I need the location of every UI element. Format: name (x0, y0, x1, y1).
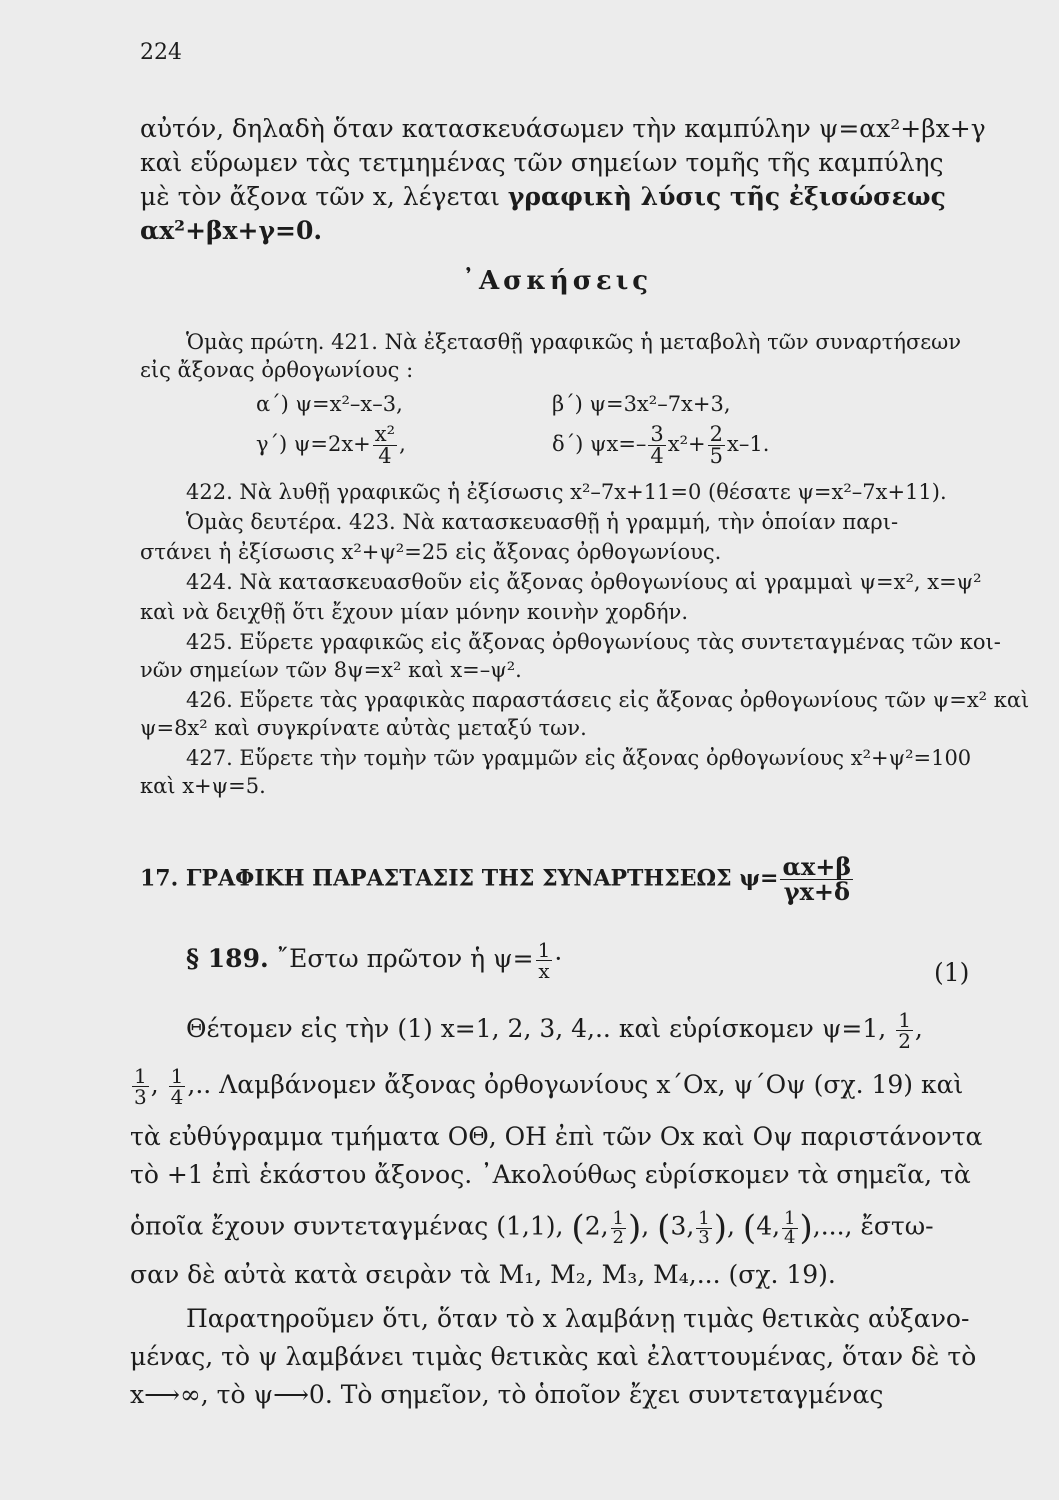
fraction-denominator: 3 (698, 1226, 710, 1248)
paragraph-189-line-6-end: ,..., ἔστω- (812, 1211, 934, 1241)
fraction-denominator: 2 (612, 1226, 624, 1248)
page-number: 224 (140, 40, 182, 65)
section-17-title: 17. ΓΡΑΦΙΚΗ ΠΑΡΑΣΤΑΣΙΣ ΤΗΣ ΣΥΝΑΡΤΗΣΕΩΣ ψ= (140, 865, 779, 892)
exercise-424-line-2: καὶ νὰ δειχθῇ ὅτι ἔχουν μίαν μόνην κοινὴν χορδήν. (140, 600, 688, 624)
exercise-421-d-mid: x²+ (667, 432, 706, 456)
exercise-421-line-2: εἰς ἄξονας ὀρθογωνίους : (140, 358, 414, 382)
exercise-424-line-1: 424. Νὰ κατασκευασθοῦν εἰς ἄξονας ὀρθογωνίους αἱ γραμμαὶ ψ=x², x=ψ² (186, 570, 982, 594)
fraction-numerator: 1 (170, 1064, 184, 1088)
exercise-421-b: β΄) ψ=3x²–7x+3, (552, 392, 731, 416)
fraction-denominator: 5 (709, 444, 724, 468)
paragraph-189-line-2-text: Θέτομεν εἰς τὴν (1) x=1, 2, 3, 4,.. καὶ εὑρίσκομεν ψ=1, (186, 1014, 887, 1043)
exercise-421-d (552, 424, 769, 467)
fraction-denominator: γx+δ (783, 877, 851, 906)
fraction (896, 1010, 913, 1051)
exercise-423-line-2: στάνει ἡ ἐξίσωσις x²+ψ²=25 εἰς ἄξονας ὀρθογωνίους. (140, 540, 722, 564)
exercise-422: 422. Νὰ λυθῇ γραφικῶς ἡ ἐξίσωσις x²–7x+11=0 (θέσατε ψ=x²–7x+11). (186, 480, 947, 504)
fraction (782, 1207, 797, 1248)
fraction-numerator: 1 (537, 938, 551, 962)
exercise-421-a: α΄) ψ=x²–x–3, (256, 392, 403, 416)
exercise-426-line-2: ψ=8x² καὶ συγκρίνατε αὐτὰς μεταξύ των. (140, 716, 587, 740)
exercise-421-c-text: γ΄) ψ=2x+ (256, 432, 371, 456)
paragraph-189-line-6-text: ὁποῖα ἔχουν συντεταγμένας (1,1), (130, 1211, 564, 1241)
fraction (536, 940, 553, 981)
intro-line-3 (140, 182, 946, 211)
paragraph-189-line-6: ὁποῖα ἔχουν συντεταγμένας (1,1), (2, $\frac{1}{2}$ ), (3, $\frac{1}{3}$ ), (4, $\frac{1}{4}$ ),..., ἔστω- (130, 1207, 934, 1248)
fraction-denominator: 4 (378, 444, 392, 468)
paragraph-189-line-3-text: ,.. Λαμβάνομεν ἄξονας ὀρθογωνίους x΄Ox, ψ΄Oψ (σχ. 19) καὶ (187, 1070, 964, 1099)
fraction-denominator: 4 (650, 444, 664, 468)
paragraph-189-dot: · (554, 944, 563, 973)
exercise-427-line-2: καὶ x+ψ=5. (140, 774, 266, 798)
graphic-solution-term: γραφικὴ λύσις τῆς ἐξισώσεως (507, 182, 946, 211)
intro-line-3-text: μὲ τὸν ἄξονα τῶν x, λέγεται (140, 182, 508, 211)
fraction-denominator: 4 (170, 1085, 184, 1109)
coordinate-x: 3, (670, 1211, 695, 1241)
fraction-denominator: x (538, 959, 550, 983)
exercise-426-line-1: 426. Εὕρετε τὰς γραφικὰς παραστάσεις εἰς ἄξονας ὀρθογωνίους τῶν ψ=x² καὶ (186, 688, 1030, 712)
fraction-numerator: 1 (698, 1207, 710, 1229)
coordinate-pair-close: ) (628, 1208, 642, 1248)
intro-line-4: αx²+βx+γ=0. (140, 216, 323, 245)
exercise-423-line-1: Ὁμὰς δευτέρα. 423. Νὰ κατασκευασθῇ ἡ γραμμή, τὴν ὁποίαν παρι- (186, 510, 899, 534)
fraction-numerator: 3 (650, 422, 664, 446)
intro-line-2: καὶ εὕρωμεν τὰς τετμημένας τῶν σημείων τομῆς τῆς καμπύλης (140, 148, 944, 177)
fraction (169, 1066, 186, 1107)
coordinate-pair-close: ) (799, 1208, 813, 1248)
fraction-denominator: 2 (898, 1029, 911, 1053)
exercise-421-line-1: Ὁμὰς πρώτη. 421. Νὰ ἐξετασθῇ γραφικῶς ἡ μεταβολὴ τῶν συναρτήσεων (186, 330, 962, 354)
intro-line-1: αὐτόν, δηλαδὴ ὅταν κατασκευάσωμεν τὴν καμπύλην ψ=αx²+βx+γ (140, 114, 986, 143)
coordinate-pair: ( (742, 1208, 757, 1248)
paragraph-189-line-5: τὸ +1 ἐπὶ ἑκάστου ἄξονος. ᾽Ακολούθως εὑρίσκομεν τὰ σημεῖα, τὰ (130, 1160, 971, 1189)
fraction-numerator: x² (374, 422, 396, 446)
fraction (611, 1207, 626, 1248)
fraction (648, 424, 665, 467)
paragraph-189-line-3: $\frac{1}{3}$ , $\frac{1}{4}$ ,.. Λαμβάνομεν ἄξονας ὀρθογωνίους x΄Ox, ψ΄Oψ (σχ. 19) καὶ (134, 1064, 964, 1109)
paragraph-189-line-4: τὰ εὐθύγραμμα τμήματα ΟΘ, ΟΗ ἐπὶ τῶν Οx καὶ Οψ παριστάνοντα (130, 1122, 983, 1151)
fraction (373, 424, 397, 467)
coordinate-pair: ( (571, 1208, 585, 1248)
exercises-heading: ᾽Ασκήσεις (462, 266, 653, 296)
coordinate-pair: ( (657, 1208, 671, 1248)
fraction-numerator: 2 (709, 422, 724, 446)
paragraph-189-line-8: Παρατηροῦμεν ὅτι, ὅταν τὸ x λαμβάνῃ τιμὰς θετικὰς αὐξανο- (186, 1304, 970, 1333)
fraction (696, 1207, 711, 1248)
exercise-427-line-1: 427. Εὕρετε τὴν τομὴν τῶν γραμμῶν εἰς ἄξονας ὀρθογωνίους x²+ψ²=100 (186, 746, 972, 770)
coordinate-pair-close: ) (713, 1208, 728, 1248)
paragraph-189-lead: ῎Εστω πρῶτον ἡ ψ= (268, 944, 534, 973)
fraction-denominator: 3 (134, 1085, 147, 1109)
coordinate-x: 4, (756, 1211, 781, 1241)
equation-number: (1) (934, 958, 970, 987)
exercise-421-c-end: , (399, 432, 406, 456)
fraction-numerator: αx+β (782, 852, 852, 881)
paragraph-189-line-10: x⟶∞, τὸ ψ⟶0. Τὸ σημεῖον, τὸ ὁποῖον ἔχει συντεταγμένας (130, 1380, 884, 1409)
section-17-fraction (780, 852, 853, 906)
coordinate-x: 2, (584, 1211, 609, 1241)
paragraph-189-line-7: σαν δὲ αὐτὰ κατὰ σειρὰν τὰ M₁, M₂, M₃, M₄,... (σχ. 19). (130, 1260, 836, 1289)
exercise-421-d-end: x–1. (727, 432, 770, 456)
fraction-numerator: 1 (134, 1064, 147, 1088)
section-number: § 189. (186, 944, 269, 973)
paragraph-189-line-9: μένας, τὸ ψ λαμβάνει τιμὰς θετικὰς καὶ ἐλαττουμένας, ὅταν δὲ τὸ (130, 1342, 977, 1371)
paragraph-189-line-1 (186, 940, 562, 981)
fraction-numerator: 1 (784, 1207, 796, 1229)
fraction (132, 1066, 149, 1107)
fraction (708, 424, 725, 467)
exercise-425-line-1: 425. Εὕρετε γραφικῶς εἰς ἄξονας ὀρθογωνίους τὰς συντεταγμένας τῶν κοι- (186, 630, 1001, 654)
fraction-numerator: 1 (612, 1207, 624, 1229)
section-17-heading (140, 852, 855, 906)
exercise-421-c (256, 424, 406, 467)
fraction-numerator: 1 (898, 1008, 911, 1032)
exercise-421-d-text: δ΄) ψx=– (552, 432, 647, 456)
paragraph-189-line-2 (186, 1010, 923, 1051)
paragraph-189-line-2-end: , (914, 1014, 923, 1043)
fraction-denominator: 4 (784, 1226, 796, 1248)
exercise-425-line-2: νῶν σημείων τῶν 8ψ=x² καὶ x=–ψ². (140, 658, 522, 682)
